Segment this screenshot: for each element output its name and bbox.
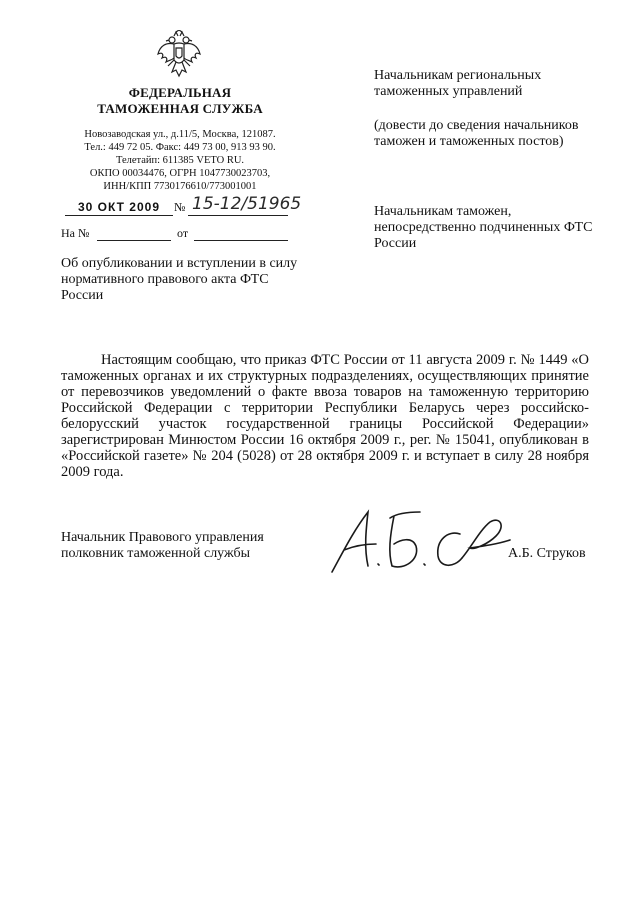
- signatory-position-line1: Начальник Правового управления: [61, 530, 264, 545]
- signatory-position-line2: полковник таможенной службы: [61, 546, 251, 561]
- org-inn-kpp: ИНН/КПП 7730176610/773001001: [103, 181, 257, 192]
- reference-date-blank: [194, 240, 288, 241]
- org-phones: Тел.: 449 72 05. Факс: 449 73 00, 913 93 90.: [84, 142, 276, 153]
- org-name-line1: ФЕДЕРАЛЬНАЯ: [128, 85, 232, 100]
- recipient-note: (довести до сведения начальников таможен и таможенных постов): [374, 118, 579, 149]
- reference-number-label: На №: [61, 226, 90, 240]
- recipient-regional-directorates: Начальникам региональных таможенных управлений: [374, 68, 542, 99]
- document-date-stamp: 30 ОКТ 2009: [78, 200, 160, 214]
- org-okpo-ogrn: ОКПО 00034476, ОГРН 1047730023703,: [89, 168, 271, 179]
- reference-date-label: от: [177, 226, 189, 240]
- letter-body: Настоящим сообщаю, что приказ ФТС России от 11 августа 2009 г. № 1449 «О таможенных органах и их структурных подразделениях, осуществляющих принятие от перевозчиков уведомлений о факте ввоза товаров на таможенную территорию Российской Федерации с территории Республики Беларусь через российско-белорусский участок государственной границы Российской Федерации» зарегистрирован Минюстом России 16 октября 2009 г., рег. № 15041, опубликован в «Российской газете» № 204 (5028) от 28 октября 2009 г. и вступает в силу 28 ноября 2009 года.: [61, 352, 589, 480]
- org-address: Новозаводская ул., д.11/5, Москва, 121087.: [84, 129, 276, 140]
- number-label: №: [174, 200, 186, 214]
- number-underline: [188, 215, 288, 216]
- double-headed-eagle-icon: [156, 30, 202, 80]
- signatory-name: А.Б. Струков: [508, 546, 586, 561]
- org-teletype: Телетайп: 611385 VETO RU.: [115, 155, 245, 166]
- date-underline: [65, 215, 173, 216]
- handwritten-signature: [324, 500, 514, 580]
- org-name-line2: ТАМОЖЕННАЯ СЛУЖБА: [97, 101, 263, 116]
- outgoing-number-handwritten: 15-12/51965: [192, 194, 302, 214]
- recipient-customs-heads: Начальникам таможен, непосредственно подчиненных ФТС России: [374, 204, 593, 251]
- letter-subject: Об опубликовании и вступлении в силу нормативного правового акта ФТС России: [61, 256, 298, 303]
- reference-number-blank: [97, 240, 171, 241]
